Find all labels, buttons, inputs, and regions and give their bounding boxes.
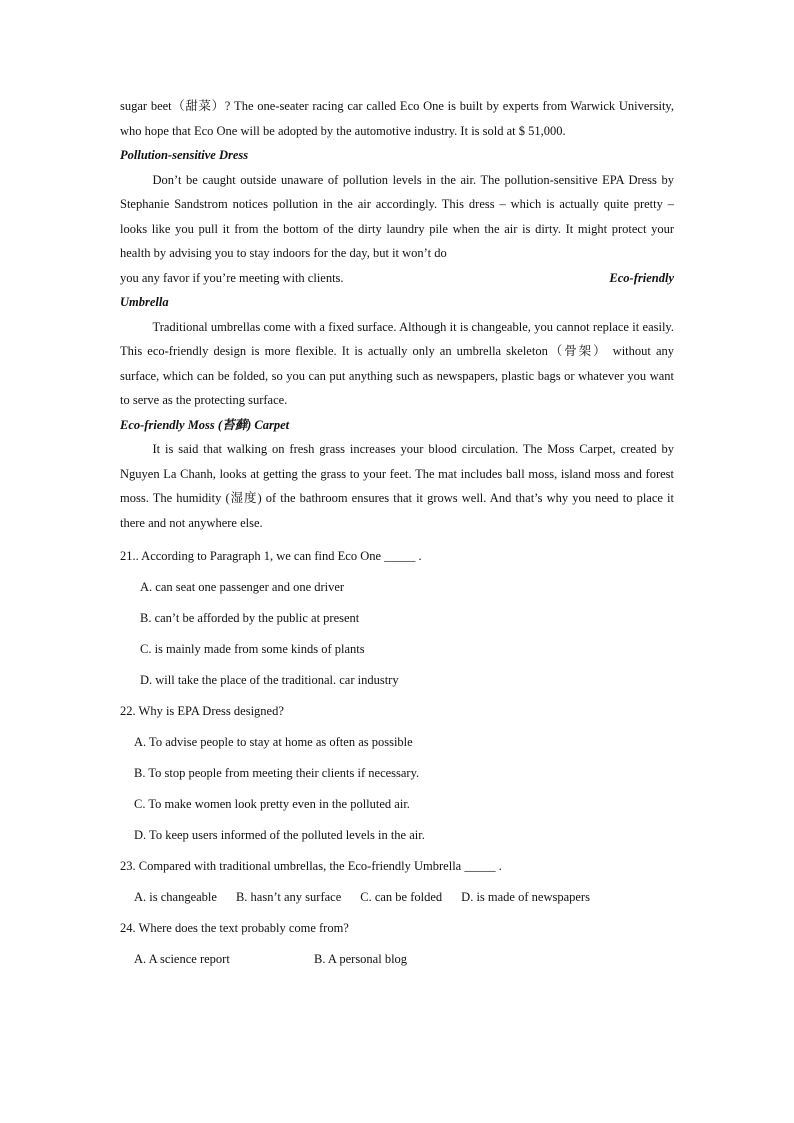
question-22-option-c: C. To make women look pretty even in the polluted air. <box>134 797 410 811</box>
question-23-option-b: B. hasn’t any surface <box>235 890 342 904</box>
question-21-stem: 21.. According to Paragraph 1, we can find Eco One _____ . <box>120 549 422 563</box>
question-24-options <box>120 944 674 975</box>
question-23-option-a: A. is changeable <box>134 890 217 904</box>
paragraph-moss-carpet: It is said that walking on fresh grass increases your blood circulation. The Moss Carpet, created by Nguyen La Chanh, looks at getting the grass to your feet. The mat includes ball moss, island moss and forest moss. The humidity (湿度) of the bathroom ensures that it grows well. And that’s why you need to place it there and not anywhere else. <box>120 442 674 530</box>
heading-pollution-dress: Pollution-sensitive Dress <box>120 148 249 162</box>
question-23-option-c: C. can be folded <box>360 890 443 904</box>
heading-moss-carpet: Eco-friendly Moss (苔藓) Carpet <box>120 417 290 432</box>
dress-last-line-text: you any favor if you’re meeting with clients. <box>120 270 344 285</box>
question-21-option-d: D. will take the place of the traditional. car industry <box>140 673 399 687</box>
document-page <box>120 94 674 975</box>
paragraph-umbrella: Traditional umbrellas come with a fixed surface. Although it is changeable, you cannot replace it easily. This eco-friendly design is more flexible. It is actually only an umbrella skeleton（骨架） without any surface, which can be folded, so you can put anything such as newspapers, plastic bags or whatever you want to serve as the protecting surface. <box>120 319 674 407</box>
question-24-stem: 24. Where does the text probably come from? <box>120 921 349 935</box>
question-21-option-c: C. is mainly made from some kinds of plants <box>140 642 365 656</box>
heading-umbrella-part1: Eco-friendly <box>609 270 674 285</box>
question-21-option-a: A. can seat one passenger and one driver <box>140 580 345 594</box>
heading-umbrella-part2: Umbrella <box>120 295 169 309</box>
question-22-option-a: A. To advise people to stay at home as often as possible <box>134 735 413 749</box>
dress-last-line <box>120 266 674 291</box>
question-22-stem: 22. Why is EPA Dress designed? <box>120 704 284 718</box>
paragraph-eco-one-tail: sugar beet（甜菜）? The one-seater racing car called Eco One is built by experts from Warwick University, who hope that Eco One will be adopted by the automotive industry. It is sold at $ 51,000. <box>120 99 674 138</box>
question-24-option-a: A. A science report <box>134 952 230 966</box>
question-23-options <box>120 882 674 913</box>
question-21-option-b: B. can’t be afforded by the public at present <box>140 611 360 625</box>
question-22-option-d: D. To keep users informed of the polluted levels in the air. <box>134 828 425 842</box>
question-22-option-b: B. To stop people from meeting their clients if necessary. <box>134 766 420 780</box>
question-24-option-b: B. A personal blog <box>314 952 408 966</box>
paragraph-pollution-dress: Don’t be caught outside unaware of pollution levels in the air. The pollution-sensitive EPA Dress by Stephanie Sandstrom notices pollution in the air accordingly. This dress – which is actually quite pretty – looks like you pull it from the bottom of the dirty laundry pile when the air is dirty. It might protect your health by advising you to stay indoors for the day, but it won’t do <box>120 172 674 260</box>
question-23-stem: 23. Compared with traditional umbrellas, the Eco-friendly Umbrella _____ . <box>120 859 502 873</box>
question-23-option-d: D. is made of newspapers <box>461 890 590 904</box>
